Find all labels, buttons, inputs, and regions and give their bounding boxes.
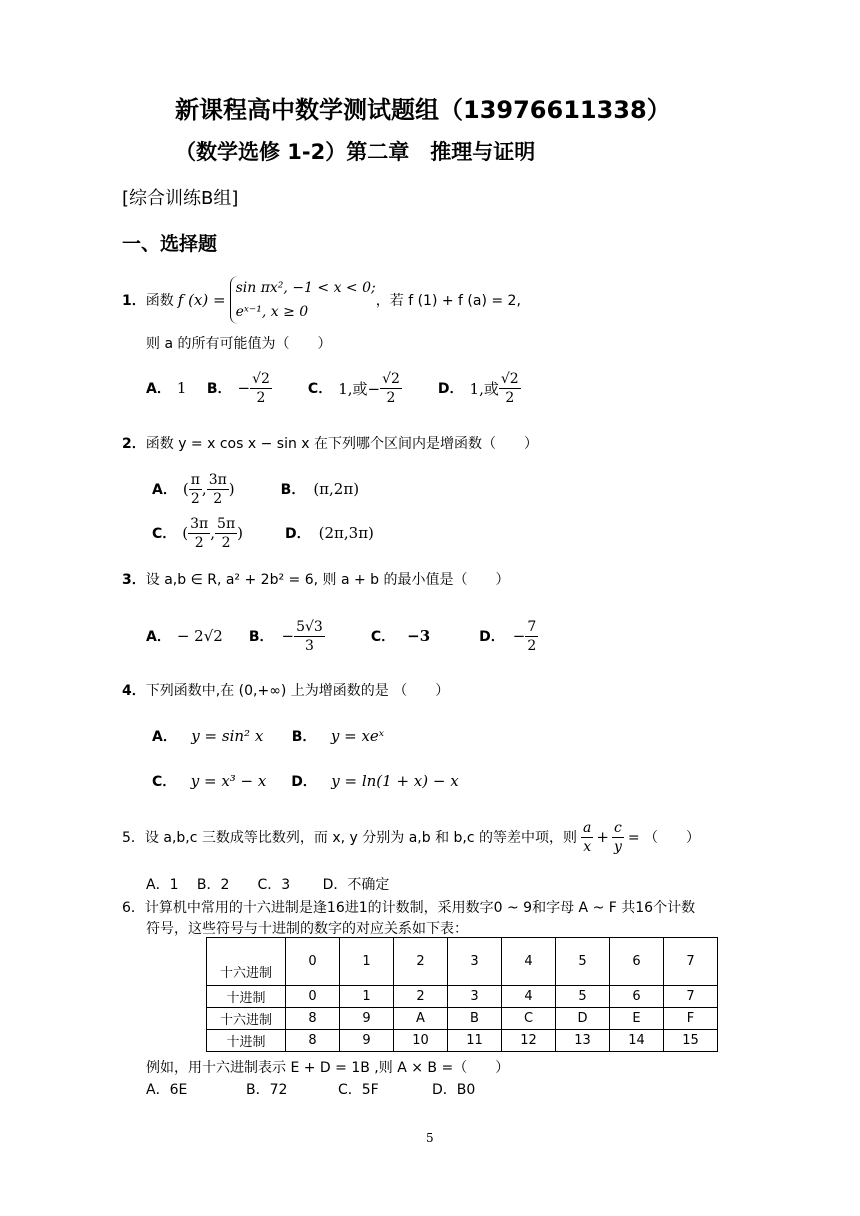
table-cell: 15 xyxy=(664,1030,718,1052)
question-2-options-row1 xyxy=(152,469,359,509)
table-cell: 8 xyxy=(286,1008,340,1030)
option-c-fraction xyxy=(380,370,402,407)
numerator: 3π xyxy=(208,471,227,488)
option-d: D．B0 xyxy=(432,1082,476,1098)
table-row xyxy=(207,938,718,986)
option-b-value: y = xeˣ xyxy=(330,727,385,745)
piecewise-cases xyxy=(230,276,376,324)
table-cell: 十六进制 xyxy=(207,938,286,986)
option-b-sign: − xyxy=(281,627,295,645)
table-row xyxy=(207,986,718,1008)
close-paren: ) xyxy=(228,480,235,498)
question-number: 2． xyxy=(122,436,146,452)
table-cell: 11 xyxy=(448,1030,502,1052)
option-d-fraction xyxy=(499,370,521,407)
option-d-label: D． xyxy=(479,629,505,645)
option-c-label: C． xyxy=(307,381,333,397)
close-paren: ) xyxy=(237,524,243,542)
question-4 xyxy=(122,680,449,700)
comma: , xyxy=(210,524,216,542)
question-number: 4． xyxy=(122,683,146,699)
denominator: 2 xyxy=(221,534,231,551)
question-line1: 计算机中常用的十六进制是逢16进1的计数制，采用数字0 ~ 9和字母 A ~ F 共16个计数 xyxy=(144,900,696,916)
table-cell: 10 xyxy=(394,1030,448,1052)
table-cell: 0 xyxy=(286,986,340,1008)
question-text: 设 a,b ∈ R, a² + 2b² = 6, 则 a + b 的最小值是（ ） xyxy=(145,572,510,588)
question-1-options xyxy=(146,366,521,410)
option-c-fraction-1 xyxy=(188,515,210,552)
denominator: 2 xyxy=(194,534,204,551)
case-1: sin πx², −1 < x < 0; xyxy=(235,280,376,296)
table-cell: 十六进制 xyxy=(207,1008,286,1030)
table-cell: 6 xyxy=(610,986,664,1008)
denominator: 2 xyxy=(527,637,537,654)
table-cell: C xyxy=(502,1008,556,1030)
option-b-fraction xyxy=(250,370,272,407)
question-1 xyxy=(122,275,521,325)
denominator: 2 xyxy=(190,490,200,507)
option-a-label: A． xyxy=(152,482,177,498)
table-cell: 2 xyxy=(394,938,448,986)
table-cell: 5 xyxy=(556,986,610,1008)
option-c-value: −3 xyxy=(407,627,431,645)
option-b-label: B． xyxy=(248,629,274,645)
option-b: B．72 xyxy=(246,1082,288,1098)
numerator: √2 xyxy=(252,370,270,387)
option-a-label: A． xyxy=(146,629,171,645)
option-b-label: B． xyxy=(291,729,317,745)
question-number: 6． xyxy=(122,900,145,916)
table-cell: 7 xyxy=(664,938,718,986)
option-c-label: C． xyxy=(370,629,396,645)
table-cell: 3 xyxy=(448,938,502,986)
question-5-options: A．1 B．2 C．3 D．不确定 xyxy=(146,877,390,893)
table-cell: 1 xyxy=(340,938,394,986)
question-number: 5． xyxy=(122,830,145,846)
table-cell: 13 xyxy=(556,1030,610,1052)
option-d-prefix: 1,或 xyxy=(469,379,499,398)
numerator: 7 xyxy=(527,618,537,635)
table-cell: 十进制 xyxy=(207,986,286,1008)
option-d-fraction xyxy=(525,618,538,655)
table-cell: 7 xyxy=(664,986,718,1008)
option-d-sign: − xyxy=(512,627,526,645)
denominator: 2 xyxy=(256,389,266,406)
case-2: eˣ⁻¹, x ≥ 0 xyxy=(235,304,309,320)
question-condition: ，若 f (1) + f (a) = 2, xyxy=(375,293,521,309)
option-c-value: y = x³ − x xyxy=(190,772,267,790)
question-2 xyxy=(122,433,538,453)
question-3-options xyxy=(146,614,538,658)
numerator: 3π xyxy=(190,515,209,532)
table-cell: D xyxy=(556,1008,610,1030)
option-b-label: B． xyxy=(206,381,232,397)
option-a-fraction-2 xyxy=(207,471,229,508)
question-4-options-row2 xyxy=(152,771,459,791)
numerator: √2 xyxy=(382,370,400,387)
option-a-fraction-1 xyxy=(189,471,202,508)
question-6-options xyxy=(146,1079,475,1099)
table-cell: 0 xyxy=(286,938,340,986)
table-cell: A xyxy=(394,1008,448,1030)
option-d-value: y = ln(1 + x) − x xyxy=(331,772,459,790)
function-label: f (x) = xyxy=(177,291,226,309)
table-cell: 十进制 xyxy=(207,1030,286,1052)
table-cell: 4 xyxy=(502,938,556,986)
option-a: A．6E xyxy=(146,1082,188,1098)
denominator: 3 xyxy=(305,637,314,654)
question-text: 下列函数中,在 (0,+∞) 上为增函数的是 （ ） xyxy=(145,683,450,699)
numerator: 5√3 xyxy=(296,618,323,635)
option-a-label: A． xyxy=(146,381,171,397)
chapter-subtitle: （数学选修 1-2）第二章 推理与证明 xyxy=(175,140,536,164)
table-cell: 12 xyxy=(502,1030,556,1052)
question-1-line2: 则 a 的所有可能值为（ ） xyxy=(146,336,332,352)
question-6 xyxy=(122,897,695,917)
denominator: y xyxy=(613,838,622,855)
comma: , xyxy=(201,480,207,498)
denominator: 2 xyxy=(386,389,396,406)
numerator: √2 xyxy=(500,370,519,387)
table-cell: 6 xyxy=(610,938,664,986)
option-b-fraction xyxy=(294,618,325,655)
open-paren: ( xyxy=(182,524,189,542)
question-text: 设 a,b,c 三数成等比数列，而 x, y 分别为 a,b 和 b,c 的等差中项，则 xyxy=(144,830,578,846)
table-cell: 9 xyxy=(340,1030,394,1052)
numerator: a xyxy=(583,819,592,836)
numerator: π xyxy=(190,471,200,488)
question-2-options-row2 xyxy=(152,513,374,553)
question-6-line2: 符号，这些符号与十进制的数字的对应关系如下表： xyxy=(146,921,468,937)
option-d-label: D． xyxy=(285,526,311,542)
table-cell: 2 xyxy=(394,986,448,1008)
question-text: 函数 y = x cos x − sin x 在下列哪个区间内是增函数（ ） xyxy=(145,436,539,452)
group-label: [综合训练B组] xyxy=(122,188,239,209)
table-cell: E xyxy=(610,1008,664,1030)
page-title: 新课程高中数学测试题组（13976611338） xyxy=(175,96,671,124)
option-a-value: − 2√2 xyxy=(176,627,223,645)
option-c-label: C． xyxy=(152,526,177,542)
table-row xyxy=(207,1030,718,1052)
table-cell: 14 xyxy=(610,1030,664,1052)
question-tail: = （ ） xyxy=(627,830,701,846)
option-c-label: C． xyxy=(152,774,177,790)
fraction-a-over-x xyxy=(581,819,593,856)
fraction-c-over-y xyxy=(612,819,624,856)
table-cell: 3 xyxy=(448,986,502,1008)
table-cell: F xyxy=(664,1008,718,1030)
denominator: 2 xyxy=(213,490,223,507)
numerator: c xyxy=(612,819,624,838)
section-title: 一、选择题 xyxy=(122,233,218,255)
question-3 xyxy=(122,569,510,589)
option-d-label: D． xyxy=(437,381,464,397)
table-cell: 9 xyxy=(340,1008,394,1030)
question-5 xyxy=(122,815,700,859)
question-6-example: 例如，用十六进制表示 E + D = 1B ,则 A × B =（ ） xyxy=(146,1060,510,1076)
denominator: x xyxy=(583,838,592,855)
question-4-options-row1 xyxy=(152,726,384,746)
denominator: 2 xyxy=(505,389,515,406)
option-b-value: (π,2π) xyxy=(313,480,360,498)
numerator: 5π xyxy=(217,515,236,532)
question-number: 3． xyxy=(122,572,146,588)
option-a-value: 1 xyxy=(176,379,187,397)
table-cell: 1 xyxy=(340,986,394,1008)
question-number: 1． xyxy=(122,293,146,309)
question-lead: 函数 xyxy=(145,293,174,309)
option-d-value: (2π,3π) xyxy=(318,524,374,542)
option-d-label: D． xyxy=(291,774,317,790)
option-b-sign: − xyxy=(237,379,251,397)
open-paren: ( xyxy=(182,480,189,498)
page-number: 5 xyxy=(426,1131,434,1145)
option-c: C．5F xyxy=(338,1082,379,1098)
option-a-value: y = sin² x xyxy=(191,727,264,745)
table-cell: B xyxy=(448,1008,502,1030)
option-b-label: B． xyxy=(280,482,306,498)
table-row xyxy=(207,1008,718,1030)
option-a-label: A． xyxy=(152,729,177,745)
table-cell: 8 xyxy=(286,1030,340,1052)
option-c-prefix: 1,或− xyxy=(338,379,381,398)
option-c-fraction-2 xyxy=(215,515,237,552)
plus-sign: + xyxy=(596,828,609,846)
table-cell: 4 xyxy=(502,986,556,1008)
hex-decimal-table xyxy=(206,937,718,1052)
table-cell: 5 xyxy=(556,938,610,986)
